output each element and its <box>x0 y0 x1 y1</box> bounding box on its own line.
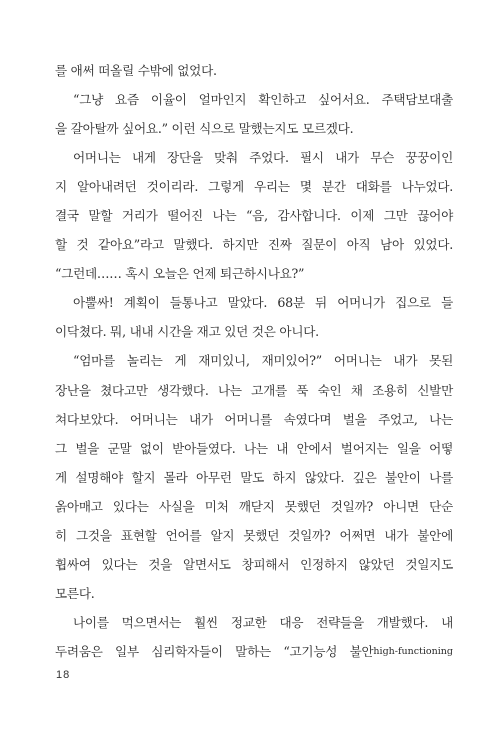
text-line: 결국 말할 거리가 떨어진 나는 “음, 감사합니다. 이제 그만 끊어야 <box>55 208 453 224</box>
text-line: 할 것 같아요”라고 말했다. 하지만 진짜 질문이 아직 남아 있었다. <box>55 237 453 253</box>
text-line: 어머니는 내게 장단을 맞춰 주었다. 필시 내가 무슨 꿍꿍이인 <box>73 150 453 166</box>
page-number: 18 <box>56 669 71 681</box>
text-line: 게 설명해야 할지 몰라 아무런 말도 하지 않았다. 깊은 불안이 나를 <box>55 469 453 485</box>
text-line: 쳐다보았다. 어머니는 내가 어머니를 속였다며 벌을 주었고, 나는 <box>55 411 453 427</box>
text-line: 모른다. <box>55 585 95 601</box>
text-line: “엄마를 놀리는 게 재미있니, 재미있어?” 어머니는 내가 못된 <box>73 353 453 369</box>
text-line-with-gloss <box>55 644 453 660</box>
text-line: 그 벌을 군말 없이 받아들였다. 나는 내 안에서 벌어지는 일을 어떻 <box>55 440 453 456</box>
english-gloss: high-functioning <box>373 645 453 657</box>
text-line: 옭아매고 있다는 사실을 미처 깨닫지 못했던 것일까? 아니면 단순 <box>55 498 453 514</box>
text-line: 아뿔싸! 계획이 들통나고 말았다. 68분 뒤 어머니가 집으로 들 <box>73 295 453 311</box>
text-line: “그런데…… 혹시 오늘은 언제 퇴근하시나요?” <box>55 266 305 282</box>
text-line: 나이를 먹으면서는 훨씬 정교한 대응 전략들을 개발했다. 내 <box>73 614 453 630</box>
text-line: 장난을 쳤다고만 생각했다. 나는 고개를 푹 숙인 채 조용히 신발만 <box>55 382 453 398</box>
text-line: “그냥 요즘 이율이 얼마인지 확인하고 싶어서요. 주택담보대출 <box>73 92 453 108</box>
text-line: 를 애써 떠올릴 수밖에 없었다. <box>55 63 217 78</box>
text-line: 을 갈아탈까 싶어요.” 이런 식으로 말했는지도 모르겠다. <box>55 121 354 137</box>
text-line-body: 두려움은 일부 심리학자들이 말하는 “고기능성 불안 <box>55 643 374 659</box>
text-line: 휩싸여 있다는 것을 알면서도 창피해서 인정하지 않았던 것일지도 <box>55 556 453 572</box>
text-line: 이닥쳤다. 뭐, 내내 시간을 재고 있던 것은 아니다. <box>55 324 319 340</box>
body-text <box>55 63 453 673</box>
text-line: 지 알아내려던 것이리라. 그렇게 우리는 몇 분간 대화를 나누었다. <box>55 179 453 195</box>
text-line: 히 그것을 표현할 언어를 알지 못했던 것일까? 어쩌면 내가 불안에 <box>55 527 453 543</box>
